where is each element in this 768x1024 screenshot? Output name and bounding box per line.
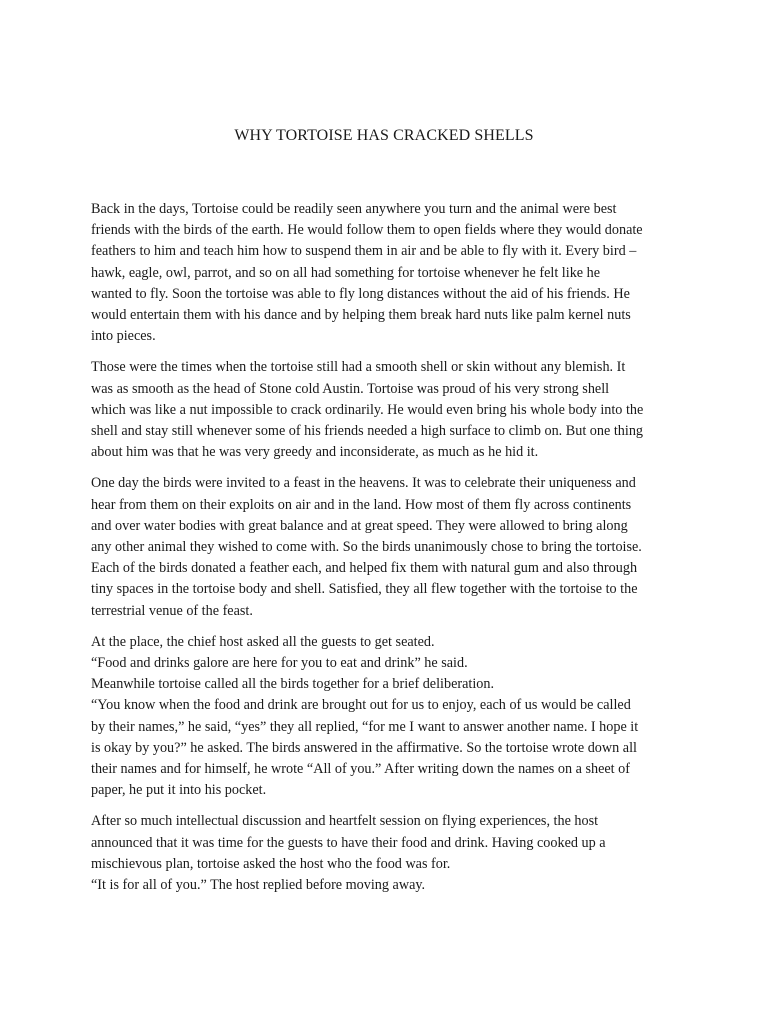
text-line: “It is for all of you.” The host replied before moving away. — [91, 877, 426, 894]
text-line: wanted to fly. Soon the tortoise was able to fly long distances without the aid of his friends. He — [91, 285, 630, 302]
text-line: Meanwhile tortoise called all the birds together for a brief deliberation. — [91, 676, 495, 693]
text-line: would entertain them with his dance and by helping them break hard nuts like palm kernel nuts — [91, 307, 631, 324]
text-line: about him was that he was very greedy and inconsiderate, as much as he hid it. — [91, 444, 539, 461]
text-line: their names and for himself, he wrote “All of you.” After writing down the names on a sheet of — [91, 761, 630, 778]
text-line: any other animal they wished to come with. So the birds unanimously chose to bring the tortoise. — [91, 539, 642, 556]
text-line: Back in the days, Tortoise could be readily seen anywhere you turn and the animal were best — [91, 201, 617, 217]
text-line: shell and stay still whenever some of his friends needed a high surface to climb on. But one thing — [91, 423, 644, 440]
paragraph-5 — [91, 811, 687, 896]
text-line: into pieces. — [91, 328, 156, 345]
paragraph-1 — [91, 199, 687, 347]
text-line: is okay by you?” he asked. The birds answered in the affirmative. So the tortoise wrote down all — [91, 739, 637, 756]
text-line: paper, he put it into his pocket. — [91, 782, 267, 799]
text-line: At the place, the chief host asked all the guests to get seated. — [91, 633, 435, 650]
paragraph-2 — [91, 357, 687, 463]
document-body — [91, 199, 687, 906]
text-line: hawk, eagle, owl, parrot, and so on all had something for tortoise whenever he felt like he — [91, 264, 601, 281]
text-line: Those were the times when the tortoise still had a smooth shell or skin without any blemish. It — [91, 359, 626, 376]
text-line: One day the birds were invited to a feast in the heavens. It was to celebrate their uniqueness and — [91, 475, 636, 492]
text-line: announced that it was time for the guests to have their food and drink. Having cooked up a — [91, 834, 606, 851]
text-line: was as smooth as the head of Stone cold Austin. Tortoise was proud of his very strong shell — [91, 380, 610, 397]
text-line: “Food and drinks galore are here for you to eat and drink” he said. — [91, 655, 468, 672]
text-line: terrestrial venue of the feast. — [91, 602, 253, 619]
text-line: Each of the birds donated a feather each, and helped fix them with natural gum and also through — [91, 560, 638, 577]
text-line: After so much intellectual discussion and heartfelt session on flying experiences, the host — [91, 813, 599, 830]
text-line: feathers to him and teach him how to suspend them in air and be able to fly with it. Every bird – — [91, 243, 637, 260]
text-line: tiny spaces in the tortoise body and shell. Satisfied, they all flew together with the tortoise to the — [91, 581, 638, 598]
paragraph-3 — [91, 473, 687, 621]
text-line: mischievous plan, tortoise asked the host who the food was for. — [91, 855, 451, 872]
paragraph-4 — [91, 632, 687, 802]
document-title: WHY TORTOISE HAS CRACKED SHELLS — [234, 127, 534, 144]
text-line: friends with the birds of the earth. He would follow them to open fields where they would donate — [91, 222, 643, 239]
text-line: by their names,” he said, “yes” they all replied, “for me I want to answer another name. I hope it — [91, 718, 639, 735]
text-line: “You know when the food and drink are brought out for us to enjoy, each of us would be called — [91, 697, 631, 714]
text-line: and over water bodies with great balance and at great speed. They were allowed to bring along — [91, 517, 628, 534]
text-line: which was like a nut impossible to crack ordinarily. He would even bring his whole body into the — [91, 401, 644, 418]
text-line: hear from them on their exploits on air and in the land. How most of them fly across continents — [91, 496, 632, 513]
